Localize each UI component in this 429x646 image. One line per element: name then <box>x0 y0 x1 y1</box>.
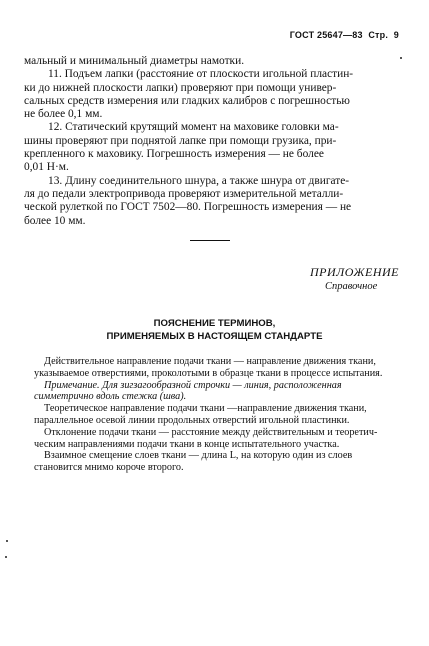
body-line: мальный и минимальный диаметры намотки. <box>24 55 245 67</box>
term-line: становится мнимо короче второго. <box>34 462 184 474</box>
term-line: Отклонение подачи ткани — расстояние между действительным и теоретич- <box>44 426 378 438</box>
appendix-title: ПРИЛОЖЕНИЕ <box>310 265 399 279</box>
term-note-line: Примечание. Для зигзагообразной строчки — линия, расположенная <box>44 379 342 391</box>
body-line: не более 0,1 мм. <box>24 108 103 121</box>
body-line: сальных средств измерения или гладких калибров с погрешностью <box>24 94 350 107</box>
term-line: параллельное осевой линии продольных отверстий игольной пластинки. <box>34 414 350 426</box>
page-label: Стр. <box>368 30 389 40</box>
section-heading-line2: ПРИМЕНЯЕМЫХ В НАСТОЯЩЕМ СТАНДАРТЕ <box>106 331 323 342</box>
term-note-line: симметрично вдоль стежка (шва). <box>34 391 187 403</box>
terms-definitions <box>34 356 398 474</box>
body-line: крепленного к маховику. Погрешность измерения — не более <box>24 148 324 161</box>
body-paragraphs <box>24 55 404 228</box>
page-header <box>287 30 399 40</box>
term-line: указываемое отверстиями, проколотыми в образце ткани в процессе испытания. <box>34 367 383 379</box>
term-line: ческим направлениями подачи ткани в конце испытательного участка. <box>34 438 340 450</box>
section-divider <box>190 240 230 241</box>
body-line: ческой рулеткой по ГОСТ 7502—80. Погрешность измерения — не <box>24 201 352 214</box>
body-line: ки до нижней плоскости лапки) проверяют при помощи универ- <box>24 81 337 94</box>
section-heading-line1: ПОЯСНЕНИЕ ТЕРМИНОВ, <box>153 318 276 329</box>
body-line: шины проверяют при поднятой лапке при помощи грузика, при- <box>24 134 337 147</box>
body-line: 12. Статический крутящий момент на маховике головки ма- <box>48 121 339 134</box>
body-line: 0,01 Н·м. <box>24 161 69 174</box>
term-line: Взаимное смещение слоев ткани — длина L, на которую один из слоев <box>44 450 353 462</box>
body-line: более 10 мм. <box>24 214 86 227</box>
body-line: 13. Длину соединительного шнура, а также шнура от двигате- <box>48 174 350 187</box>
standard-number: ГОСТ 25647—83 <box>289 30 363 40</box>
term-line: Действительное направление подачи ткани — направление движения ткани, <box>44 356 376 367</box>
scan-speck <box>6 540 8 542</box>
appendix-subtitle: Справочное <box>325 281 378 292</box>
term-line: Теоретическое направление подачи ткани —направление движения ткани, <box>44 403 367 415</box>
page-number: 9 <box>393 30 399 40</box>
body-line: ля до педали электропривода проверяют измерительной металли- <box>24 187 344 200</box>
scan-speck <box>5 556 7 558</box>
scan-speck <box>400 57 402 59</box>
body-line: 11. Подъем лапки (расстояние от плоскости игольной пластин- <box>48 68 354 81</box>
